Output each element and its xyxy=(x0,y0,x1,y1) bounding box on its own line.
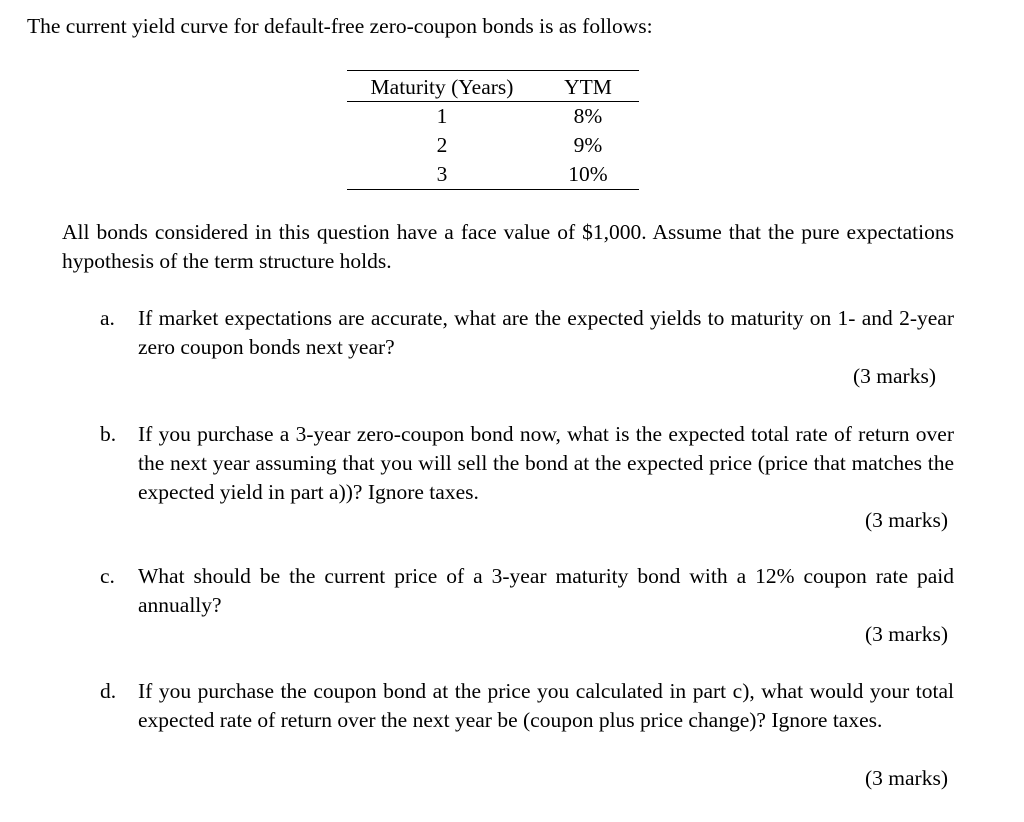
table-header-row xyxy=(347,71,639,102)
ytm-cell: 8% xyxy=(573,104,603,128)
question-text: What should be the current price of a 3-year maturity bond with a 12% coupon rate paid annually? xyxy=(138,564,954,617)
question-letter: b. xyxy=(100,422,117,446)
maturity-cell: 1 xyxy=(436,104,448,128)
table-row xyxy=(347,102,639,132)
maturity-cell: 2 xyxy=(436,133,448,157)
question-text: If market expectations are accurate, what are the expected yields to maturity on 1- and 2-year zero coupon bonds next year? xyxy=(138,306,954,359)
question-letter: c. xyxy=(100,564,115,588)
question-b xyxy=(100,420,956,507)
assumption-text: All bonds considered in this question have a face value of $1,000. Assume that the pure expectations hypothesis of the term structure holds. xyxy=(62,220,954,273)
question-c xyxy=(100,562,956,620)
question-d-marks: (3 marks) xyxy=(865,766,948,790)
header-maturity: Maturity (Years) xyxy=(347,71,537,102)
question-d xyxy=(100,677,956,735)
question-text: If you purchase a 3-year zero-coupon bond now, what is the expected total rate of return over the next year assuming that you will sell the bond at the expected price (price that matches the expected yield in part a))? Ignore taxes. xyxy=(138,422,954,504)
table-row xyxy=(347,160,639,190)
maturity-cell: 3 xyxy=(436,162,448,186)
intro-text: The current yield curve for default-free zero-coupon bonds is as follows: xyxy=(27,14,653,38)
question-b-marks: (3 marks) xyxy=(865,508,948,532)
question-letter: a. xyxy=(100,306,115,330)
question-text: If you purchase the coupon bond at the price you calculated in part c), what would your total expected rate of return over the next year be (coupon plus price change)? Ignore taxes. xyxy=(138,679,954,732)
question-a xyxy=(100,304,956,362)
ytm-cell: 9% xyxy=(573,133,603,157)
question-a-marks: (3 marks) xyxy=(853,364,936,388)
header-ytm: YTM xyxy=(537,71,639,102)
question-c-marks: (3 marks) xyxy=(865,622,948,646)
question-letter: d. xyxy=(100,679,117,703)
table-row xyxy=(347,131,639,160)
ytm-cell: 10% xyxy=(568,162,608,186)
yield-curve-table xyxy=(347,70,639,190)
